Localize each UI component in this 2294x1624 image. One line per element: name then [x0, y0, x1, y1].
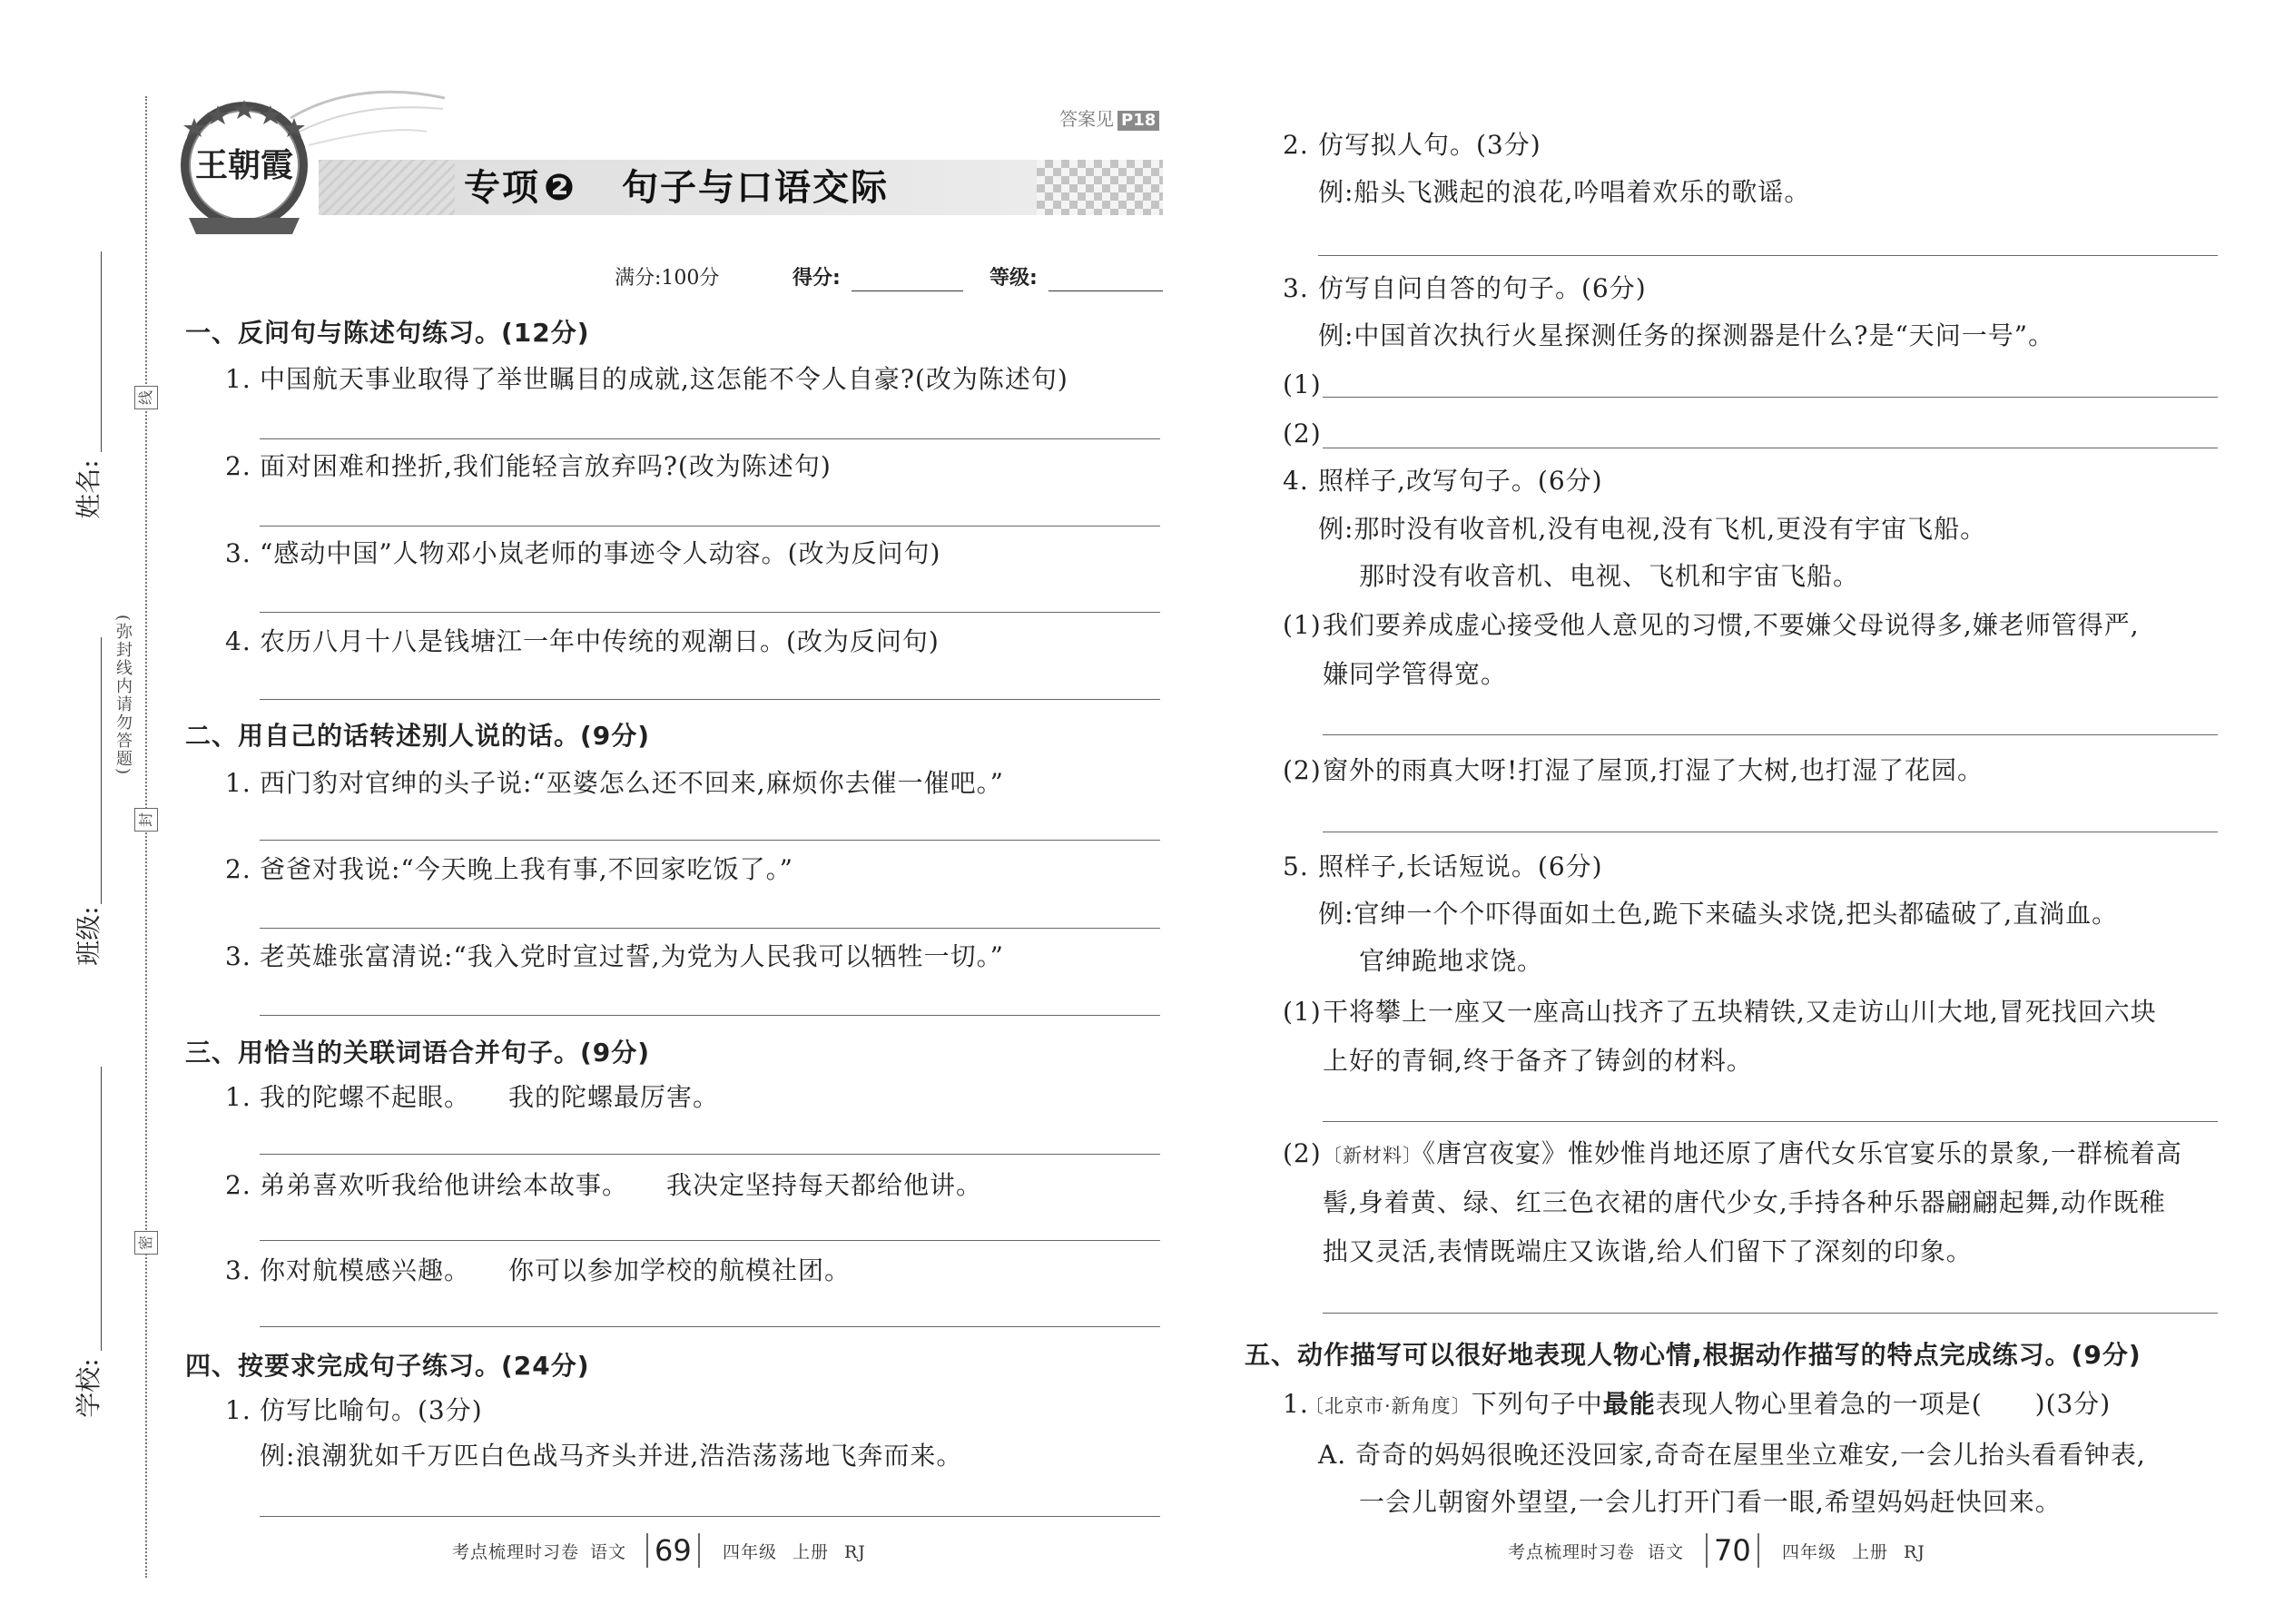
score-blank	[852, 290, 963, 291]
title-prefix-text: 专项	[464, 167, 540, 209]
binding-mark-secret	[134, 1231, 158, 1255]
example-4-2: 例:船头飞溅起的浪花,吟唱着欢乐的歌谣。	[1318, 177, 1811, 207]
answer-reference-label: 答案见	[1059, 108, 1114, 130]
question-emphasis: 最能	[1602, 1389, 1656, 1419]
class-label: 班级:	[74, 906, 103, 966]
answer-line	[260, 1240, 1160, 1241]
question-4-3	[1283, 272, 1647, 305]
question-text: 仿写比喻句。(3分)	[260, 1395, 483, 1425]
subquestion-4-4-1-cont: 嫌同学管得宽。	[1323, 659, 1508, 689]
footer-edition: RJ	[844, 1542, 866, 1562]
question-3-1	[225, 1081, 719, 1114]
question-4-5	[1283, 851, 1603, 883]
binding-mark-seal-text: 封	[136, 812, 154, 828]
subquestion-text: 《唐宫夜宴》惟妙惟肖地还原了唐代女乐官宴乐的景象,一群梳着高	[1423, 1138, 2182, 1168]
full-score: 满分:100分	[615, 267, 720, 290]
question-5-1	[1283, 1388, 2111, 1422]
binding-mark-secret-text: 密	[136, 1235, 154, 1251]
question-text: 老英雄张富清说:“我入党时宣过誓,为党为人民我可以牺牲一切。”	[260, 941, 1004, 971]
subquestion-4-4-2	[1283, 754, 1984, 787]
sentence-b: 我的陀螺最厉害。	[508, 1082, 720, 1112]
question-text: 仿写拟人句。(3分)	[1318, 130, 1541, 160]
question-number: 4.	[225, 626, 251, 656]
page-number-right: 70	[1706, 1533, 1759, 1568]
example-4-1: 例:浪潮犹如千万匹白色战马齐头并进,浩浩荡荡地飞奔而来。	[260, 1441, 963, 1471]
footer-volume: 上册	[1852, 1542, 1889, 1562]
source-tag: 〔新材料〕	[1323, 1145, 1423, 1166]
example-4-4-result: 那时没有收音机、电视、飞机和宇宙飞船。	[1359, 561, 1860, 591]
footer-grade: 四年级	[723, 1542, 778, 1562]
option-a: A. 奇奇的妈妈很晚还没回家,奇奇在屋里坐立难安,一会儿抬头看看钟表,	[1318, 1440, 2146, 1470]
question-1-2	[225, 450, 832, 483]
question-number: 1.	[225, 1395, 251, 1425]
subquestion-4-5-1	[1283, 996, 2157, 1029]
subquestion-number: (2)	[1283, 755, 1322, 785]
answer-reference-page: P18	[1117, 111, 1159, 131]
question-text: 面对困难和挫折,我们能轻言放弃吗?(改为陈述句)	[260, 451, 832, 481]
question-text: 照样子,改写句子。(6分)	[1318, 466, 1603, 496]
answer-line	[260, 612, 1160, 613]
subquestion-text: 我们要养成虚心接受他人意见的习惯,不要嫌父母说得多,嫌老师管得严,	[1323, 610, 2140, 640]
answer-line	[1323, 1121, 2218, 1122]
question-1-4	[225, 625, 940, 658]
binding-mark-seal	[134, 808, 158, 832]
section-4-heading: 四、按要求完成句子练习。(24分)	[185, 1351, 590, 1381]
footer-subject: 语文	[590, 1542, 627, 1562]
title-banner-checker	[1037, 160, 1163, 215]
school-label: 学校:	[74, 1358, 103, 1418]
example-4-3: 例:中国首次执行火星探测任务的探测器是什么?是“天问一号”。	[1318, 320, 2055, 350]
question-number: 4.	[1283, 466, 1309, 496]
example-4-5: 例:官绅一个个吓得面如土色,跪下来磕头求饶,把头都磕破了,直淌血。	[1318, 899, 2119, 929]
subquestion-number: (1)	[1283, 610, 1322, 640]
question-3-3	[225, 1255, 851, 1287]
question-number: 3.	[1283, 273, 1309, 303]
question-number: 1.	[225, 768, 251, 798]
question-4-2	[1283, 129, 1541, 162]
footer-volume: 上册	[793, 1542, 830, 1562]
question-2-2	[225, 853, 793, 886]
class-field-line	[101, 637, 102, 904]
sentence-a: 弟弟喜欢听我给他讲绘本故事。	[260, 1170, 629, 1200]
subquestion-4-5-2-cont2: 拙又灵活,表情既端庄又诙谐,给人们留下了深刻的印象。	[1323, 1236, 1973, 1266]
question-text: 农历八月十八是钱塘江一年中传统的观潮日。(改为反问句)	[260, 626, 940, 656]
answer-line	[260, 438, 1160, 439]
question-2-3	[225, 940, 1004, 973]
source-tag: 〔北京市·新角度〕	[1305, 1395, 1472, 1417]
question-4-1	[225, 1394, 483, 1427]
question-text: 仿写自问自答的句子。(6分)	[1318, 273, 1647, 303]
question-text-post: 表现人物心里着急的一项是( )(3分)	[1655, 1389, 2112, 1419]
subquestion-text: 干将攀上一座又一座高山找齐了五块精铁,又走访山川大地,冒死找回六块	[1323, 997, 2157, 1027]
answer-line	[260, 840, 1160, 841]
question-number: 2.	[225, 451, 251, 481]
question-1-1	[225, 363, 1068, 396]
footer-series: 考点梳理时习卷	[452, 1542, 580, 1562]
subquestion-text: 窗外的雨真大呀!打湿了屋顶,打湿了大树,也打湿了花园。	[1323, 755, 1984, 785]
answer-line	[260, 1015, 1160, 1016]
sentence-b: 你可以参加学校的航模社团。	[508, 1255, 852, 1285]
answer-line	[260, 1516, 1160, 1517]
example-4-4: 例:那时没有收音机,没有电视,没有飞机,更没有宇宙飞船。	[1318, 514, 1987, 544]
question-number: 2.	[1283, 130, 1309, 160]
section-2-heading: 二、用自己的话转述别人说的话。(9分)	[185, 721, 651, 751]
sentence-a: 你对航模感兴趣。	[260, 1255, 471, 1285]
section-1-heading: 一、反问句与陈述句练习。(12分)	[185, 318, 590, 348]
sentence-a: 我的陀螺不起眼。	[260, 1082, 471, 1112]
footer-series: 考点梳理时习卷	[1508, 1542, 1636, 1562]
answer-line	[260, 526, 1160, 527]
question-number: 3.	[225, 1255, 251, 1285]
question-2-1	[225, 767, 1004, 800]
answer-reference	[1059, 107, 1159, 131]
section-3-heading: 三、用恰当的关联词语合并句子。(9分)	[185, 1038, 651, 1068]
question-text: 爸爸对我说:“今天晚上我有事,不回家吃饭了。”	[260, 854, 793, 884]
title-number-badge: ❷	[544, 167, 576, 209]
page-title: 句子与口语交际	[622, 167, 889, 209]
name-field-line	[101, 251, 102, 452]
question-text: 中国航天事业取得了举世瞩目的成就,这怎能不令人自豪?(改为陈述句)	[260, 364, 1068, 394]
footer-subject: 语文	[1648, 1542, 1685, 1562]
answer-line	[260, 699, 1160, 700]
binding-mark-line-text: 线	[136, 389, 154, 406]
question-number: 3.	[225, 538, 251, 568]
footer-grade: 四年级	[1782, 1542, 1837, 1562]
question-number: 1.	[1283, 1389, 1309, 1419]
question-text-pre: 下列句子中	[1471, 1389, 1603, 1419]
question-number: 1.	[225, 1082, 251, 1112]
section-5-heading: 五、动作描写可以很好地表现人物心情,根据动作描写的特点完成练习。(9分)	[1245, 1340, 2141, 1370]
title-prefix	[464, 167, 576, 209]
binding-dotted-line	[145, 96, 147, 1578]
score-label: 得分:	[793, 267, 841, 290]
subquestion-4-5-2	[1283, 1137, 2182, 1172]
school-field-line	[101, 1067, 102, 1351]
grade-blank	[1049, 290, 1163, 291]
sentence-b: 我决定坚持每天都给他讲。	[666, 1170, 983, 1200]
question-number: 1.	[225, 364, 251, 394]
question-number: 2.	[225, 1170, 251, 1200]
answer-line	[1323, 1313, 2218, 1314]
question-3-2	[225, 1169, 982, 1202]
publisher-logo	[154, 82, 463, 254]
binding-mark-line	[134, 386, 158, 409]
subquestion-4-5-1-cont: 上好的青铜,终于备齐了铸剑的材料。	[1323, 1046, 1753, 1076]
blank-label-2: (2)	[1283, 418, 1322, 448]
answer-line	[1323, 397, 2218, 398]
question-text: 西门豹对官绅的头子说:“巫婆怎么还不回来,麻烦你去催一催吧。”	[260, 768, 1004, 798]
subquestion-number: (1)	[1283, 997, 1322, 1027]
answer-line	[260, 928, 1160, 929]
question-text: 照样子,长话短说。(6分)	[1318, 851, 1603, 881]
question-4-4	[1283, 465, 1603, 497]
grade-label: 等级:	[989, 267, 1038, 290]
blank-label-1: (1)	[1283, 369, 1322, 399]
option-a-cont: 一会儿朝窗外望望,一会儿打开门看一眼,希望妈妈赶快回来。	[1359, 1487, 2062, 1517]
question-number: 3.	[225, 941, 251, 971]
seal-note: (弥封线内请勿答题)	[113, 615, 133, 777]
subquestion-number: (2)	[1283, 1138, 1322, 1168]
answer-line	[260, 1326, 1160, 1327]
question-number: 5.	[1283, 851, 1309, 881]
question-number: 2.	[225, 854, 251, 884]
footer-edition: RJ	[1904, 1542, 1925, 1562]
example-4-5-result: 官绅跪地求饶。	[1359, 946, 1544, 976]
name-label: 姓名:	[74, 459, 103, 519]
question-text: “感动中国”人物邓小岚老师的事迹令人动容。(改为反问句)	[260, 538, 941, 568]
answer-line	[260, 1154, 1160, 1155]
subquestion-4-5-2-cont: 髻,身着黄、绿、红三色衣裙的唐代少女,手持各种乐器翩翩起舞,动作既稚	[1323, 1187, 2166, 1217]
subquestion-4-4-1	[1283, 609, 2140, 642]
answer-line	[1323, 734, 2218, 735]
logo-text: 王朝霞	[194, 146, 294, 184]
question-1-3	[225, 537, 940, 570]
answer-line	[1318, 255, 2218, 256]
page-number-left: 69	[646, 1533, 700, 1568]
